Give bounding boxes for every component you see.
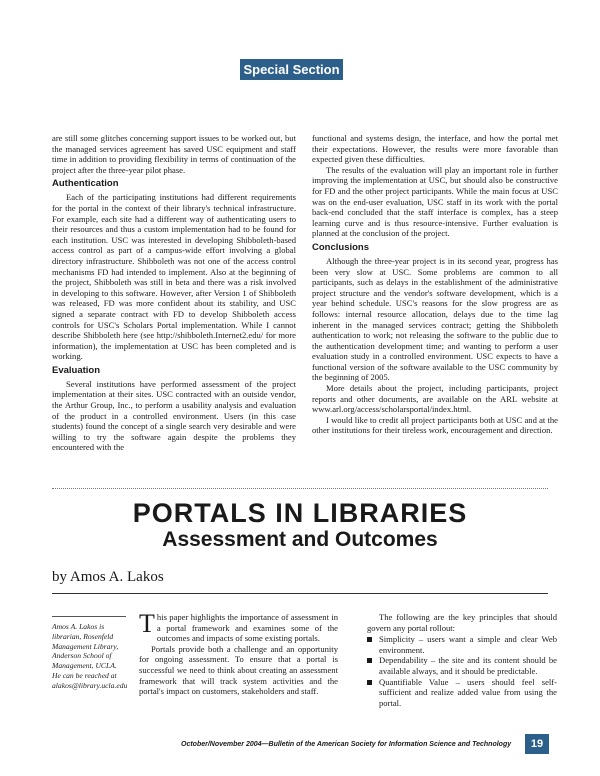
list-item-text: Quantifiable Value – users should feel self-sufficient and realize added value from using the portal. [379,676,557,708]
list-item [367,677,557,709]
principles-column [367,612,557,708]
bullet-icon [367,658,372,663]
heading-conclusions: Conclusions [312,241,370,253]
paragraph: functional and systems design, the interface, and how the portal met their expectations. However, the results were more favorable than expected given these difficulties. [312,133,558,165]
section-divider [52,488,548,489]
page-number: 19 [525,734,549,754]
paragraph: Each of the participating institutions had different requirements for the portal in the context of their library's technical infrastructure. For example, each site had a different way of authenticating users to their resources and thus a custom implementation had to be found for each institution. USC was interested in developing Shibboleth-based access control as part of a campus-wide effort involving a global directory infrastructure. Shibboleth was not one of the access control mechanisms FD had intended to implement. Also at the beginning of the project, Shibboleth was still in beta and there was a risk involved in developing to this software. However, after Version 1 of Shibboleth was released, FD was more confident about its stability, and USC signed a separate contract with FD to develop Shibboleth access controls for USC's Scholars Portal implementation. While I cannot describe Shibboleth here (see http://shibboleth.Internet2.edu/ for more information), the implementation at USC has been completed and is working. [52,192,296,362]
top-right-column [312,133,558,436]
list-item-text: Dependability – the site and its content should be available always, and it should be predictable. [379,655,557,676]
list-item-text: Simplicity – users want a simple and clear Web environment. [379,634,557,655]
intro-column [139,609,338,697]
author-note: Amos A. Lakos is librarian, Rosenfeld Management Library, Anderson School of Management, UCLA. He can be reached at alakos@library.ucla.edu [52,622,128,690]
paragraph: The results of the evaluation will play an important role in further improving the implementation at USC, but should also be constructive for FD and the other project participants. While the main focus at USC was on the end-user evaluation, USC staff in its work with the portal back-end concluded that the staff interface is complex, has a steep learning curve and is thus resource-intensive. Further evaluation is planned at the conclusion of the project. [312,164,558,239]
byline: by Amos A. Lakos [52,569,164,585]
list-item [367,634,557,655]
bullet-icon [367,637,372,642]
heading-authentication: Authentication [52,178,119,190]
list-item [367,655,557,676]
drop-cap: T [139,609,155,638]
principles-list [367,634,557,708]
intro-text: his paper highlights the importance of assessment in a portal framework and examines some of the outcomes and impacts of some existing portals. [156,612,338,644]
paragraph: More details about the project, including participants, project reports and other documents, are available on the ARL website at www.arl.org/access/scholarsportal/index.html. [312,383,558,415]
paragraph: Although the three-year project is in its second year, progress has been very slow at USC. Some problems are common to all participants, such as delays in the establishment of the administrative project structure and the vendor's software development, which is a year behind schedule. USC's reasons for the slow progress are as follows: internal resource allocation, delays due to the time lag inherent in the managed services contract; getting the Shibboleth authentication to work; not releasing the software to the public due to the authentication development time; and wanting to perform a user evaluation study in a controlled environment. USC expects to have a functional version of the software available to the USC community by the beginning of 2005. [312,255,558,383]
top-left-column [52,133,296,453]
article-title: PORTALS IN LIBRARIES [132,498,468,528]
article-subtitle: Assessment and Outcomes [162,528,438,551]
footer-citation: October/November 2004—Bulletin of the American Society for Information Science and Technology [181,741,512,748]
paragraph: Several institutions have performed assessment of the project implementation at their sites. USC contracted with an outside vendor, the Arthur Group, Inc., to perform a usability analysis and evaluation of the product in a controlled environment. Users (in this case students) found the concept of a single search very desirable and were willing to try the software again despite the problems they encountered with the [52,378,296,453]
paragraph: The following are the key principles that should govern any portal rollout: [367,612,557,633]
paragraph: I would like to credit all project participants both at USC and at the other institutions for their tireless work, encouragement and direction. [312,414,558,436]
section-banner: Special Section [240,59,343,80]
author-note-rule [52,616,126,617]
paragraph: are still some glitches concerning support issues to be worked out, but the managed services agreement has saved USC equipment and staff time in addition to providing flexibility in terms of continuation of the project after the three-year pilot phase. [52,133,296,175]
paragraph [139,609,338,644]
bullet-icon [367,680,372,685]
heading-evaluation: Evaluation [52,364,101,376]
paragraph: Portals provide both a challenge and an opportunity for ongoing assessment. To ensure that a portal is successful we need to think about creating an assessment framework that will track system activities and the portal's impact on customers, stakeholders and staff. [139,643,338,697]
byline-rule [52,593,548,594]
